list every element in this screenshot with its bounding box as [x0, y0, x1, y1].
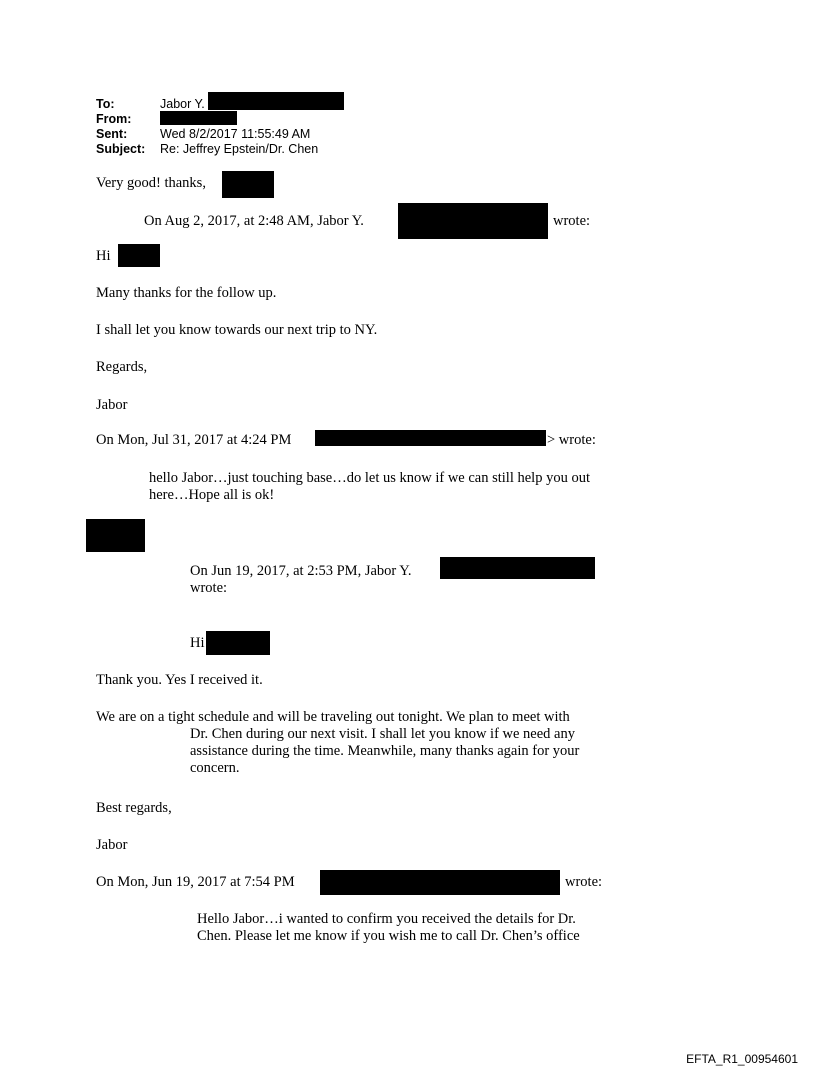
quote-wrote-jul31: > wrote:	[547, 432, 596, 448]
reply-line: Very good! thanks,	[96, 175, 206, 191]
redaction-reply-name	[222, 171, 274, 198]
paragraph-schedule-line-3: assistance during the time. Meanwhile, many thanks again for your	[190, 743, 580, 759]
from-label: From:	[96, 112, 132, 126]
confirm-line-2: Chen. Please let me know if you wish me to call Dr. Chen’s office	[197, 928, 580, 944]
paragraph-schedule-line-2: Dr. Chen during our next visit. I shall let you know if we need any	[190, 726, 575, 742]
quote-attribution-jul31: On Mon, Jul 31, 2017 at 4:24 PM	[96, 432, 292, 448]
to-value: Jabor Y.	[160, 97, 205, 111]
sent-label: Sent:	[96, 127, 128, 141]
greeting-hi-2: Hi	[190, 635, 205, 651]
redaction-to	[208, 92, 344, 110]
quote-attribution-jun19-754: On Mon, Jun 19, 2017 at 7:54 PM	[96, 874, 295, 890]
closing-best-regards: Best regards,	[96, 800, 172, 816]
confirm-line-1: Hello Jabor…i wanted to confirm you received the details for Dr.	[197, 911, 576, 927]
quote-attribution-jun19-253: On Jun 19, 2017, at 2:53 PM, Jabor Y.	[190, 563, 412, 579]
hello-line-2: here…Hope all is ok!	[149, 487, 275, 503]
greeting-hi: Hi	[96, 248, 111, 264]
quote-wrote-jun19-253: wrote:	[190, 580, 228, 596]
email-header	[0, 0, 816, 170]
redaction-quote-jun19-email	[440, 557, 595, 579]
redaction-block	[86, 519, 145, 552]
to-label: To:	[96, 97, 115, 111]
document-id: EFTA_R1_00954601	[686, 1052, 798, 1066]
redaction-greeting-name	[118, 244, 160, 267]
paragraph-received: Thank you. Yes I received it.	[96, 672, 263, 688]
paragraph-thanks: Many thanks for the follow up.	[96, 285, 277, 301]
redaction-greeting-name-2	[206, 631, 270, 655]
quote-attribution-aug2: On Aug 2, 2017, at 2:48 AM, Jabor Y.	[144, 213, 364, 229]
quote-wrote-jun19-754: wrote:	[565, 874, 603, 890]
redaction-quote-aug2-email	[398, 203, 548, 239]
subject-value: Re: Jeffrey Epstein/Dr. Chen	[160, 142, 319, 156]
paragraph-schedule-line-4: concern.	[190, 760, 240, 776]
sent-value: Wed 8/2/2017 11:55:49 AM	[160, 127, 311, 141]
redaction-from	[160, 111, 237, 125]
subject-label: Subject:	[96, 142, 146, 156]
quote-wrote-aug2: wrote:	[553, 213, 591, 229]
hello-line-1: hello Jabor…just touching base…do let us know if we can still help you out	[149, 470, 590, 486]
signature-jabor-2: Jabor	[96, 837, 128, 853]
paragraph-schedule-line-1: We are on a tight schedule and will be traveling out tonight. We plan to meet with	[96, 709, 570, 725]
redaction-quote-jun19-754-email	[320, 870, 560, 895]
paragraph-next-trip: I shall let you know towards our next trip to NY.	[96, 322, 378, 338]
redaction-quote-jul31-email	[315, 430, 546, 446]
closing-regards: Regards,	[96, 359, 148, 375]
signature-jabor-1: Jabor	[96, 397, 128, 413]
